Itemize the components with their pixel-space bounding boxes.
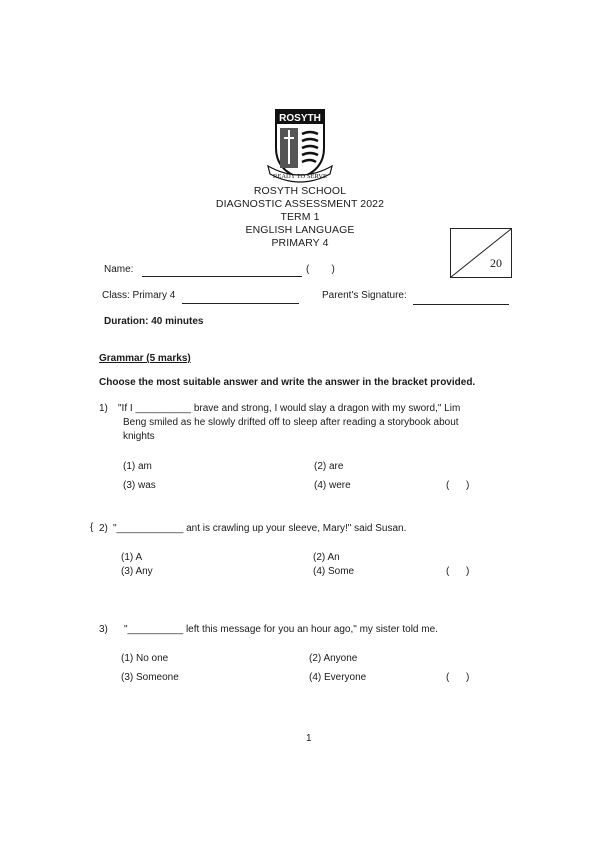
score-diagonal-line [451, 229, 511, 277]
question-number: 1) [99, 403, 108, 414]
option-4: (4) were [314, 480, 351, 491]
score-box [450, 228, 512, 278]
score-total: 20 [490, 256, 502, 270]
class-label: Class: Primary 4 [102, 290, 176, 301]
option-3: (3) Someone [121, 672, 179, 683]
option-2: (2) An [313, 552, 340, 563]
parent-signature-label: Parent's Signature: [322, 290, 407, 301]
assessment-title: DIAGNOSTIC ASSESSMENT 2022 [215, 198, 385, 210]
option-1: (1) am [123, 461, 152, 472]
question-number: 3) [99, 624, 108, 635]
term-label: TERM 1 [280, 211, 320, 223]
class-field[interactable] [182, 303, 299, 304]
question-text-line: "If I __________ brave and strong, I would slay a dragon with my sword," Lim [118, 403, 461, 414]
option-2: (2) are [314, 461, 344, 472]
answer-bracket[interactable]: ( ) [446, 566, 470, 577]
margin-mark: { [90, 522, 94, 533]
question-text-line: "__________ left this message for you an hour ago," my sister told me. [124, 624, 438, 635]
option-1: (1) A [121, 552, 143, 563]
parent-signature-field[interactable] [413, 304, 509, 305]
duration-label: Duration: 40 minutes [104, 316, 204, 327]
question-text-line: knights [123, 431, 155, 442]
name-label: Name: [104, 264, 134, 275]
question-text-line: "____________ ant is crawling up your sleeve, Mary!" said Susan. [113, 523, 407, 534]
option-4: (4) Everyone [309, 672, 367, 683]
crest-motto-text: READY TO SERVE [273, 173, 327, 180]
subject-label: ENGLISH LANGUAGE [245, 224, 355, 236]
answer-bracket[interactable]: ( ) [446, 480, 470, 491]
answer-bracket[interactable]: ( ) [446, 672, 470, 683]
question-text-line: Beng smiled as he slowly drifted off to sleep after reading a storybook about [123, 417, 459, 428]
option-3: (3) Any [121, 566, 153, 577]
option-4: (4) Some [313, 566, 355, 577]
school-name: ROSYTH SCHOOL [253, 185, 347, 197]
question-number: 2) [99, 523, 108, 534]
school-crest-logo [266, 108, 334, 184]
page-number: 1 [306, 733, 312, 744]
name-field[interactable] [142, 276, 302, 277]
option-2: (2) Anyone [309, 653, 358, 664]
level-label: PRIMARY 4 [271, 237, 329, 249]
crest-icon [266, 108, 334, 184]
crest-banner-text: ROSYTH [279, 113, 321, 124]
option-3: (3) was [123, 480, 156, 491]
section-title: Grammar (5 marks) [99, 353, 191, 364]
index-number-bracket[interactable]: ( ) [306, 264, 335, 275]
option-1: (1) No one [121, 653, 169, 664]
section-instruction: Choose the most suitable answer and write the answer in the bracket provided. [99, 377, 476, 388]
